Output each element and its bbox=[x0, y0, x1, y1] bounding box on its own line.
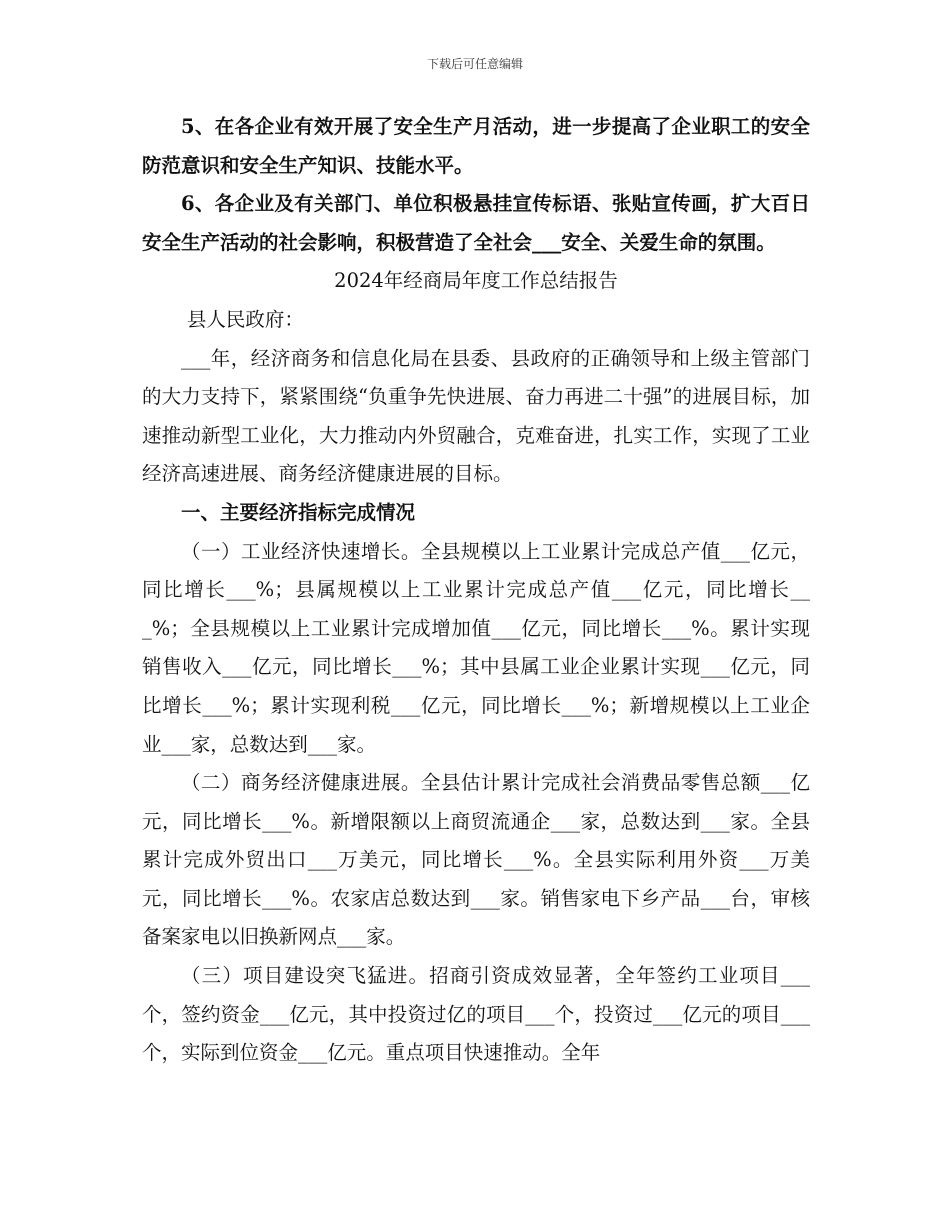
section-heading-1: 一、主要经济指标完成情况 bbox=[181, 500, 416, 524]
intro-paragraph: ___年，经济商务和信息化局在县委、县政府的正确领导和上级主管部门的大力支持下，紧紧围绕“负重争先快进展、奋力再进二十强”的进展目标，加速推动新型工业化，大力推动内外贸融合，克难奋进，扎实工作，实现了工业经济高速进展、商务经济健康进展的目标。 bbox=[142, 346, 810, 486]
subsection-projects: （三）项目建设突飞猛进。招商引资成效显著，全年签约工业项目___个，签约资金___亿元，其中投资过亿的项目___个，投资过___亿元的项目___个，实际到位资金___亿元。重点项目快速推动。全年 bbox=[142, 964, 810, 1065]
report-title: 2024年经商局年度工作总结报告 bbox=[334, 269, 618, 293]
salutation: 县人民政府： bbox=[186, 307, 304, 331]
subsection-industrial: （一）工业经济快速增长。全县规模以上工业累计完成总产值___亿元，同比增长___%；县属规模以上工业累计完成总产值___亿元，同比增长___%；全县规模以上工业累计完成增加值___亿元，同比增长___%。累计实现销售收入___亿元，同比增长___%；其中县属工业企业累计实现___亿元，同比增长___%；累计实现利税___亿元，同比增长___%；新增规模以上工业企业___家，总数达到___家。 bbox=[142, 539, 810, 756]
document-body bbox=[142, 108, 810, 1073]
subsection-commerce: （二）商务经济健康进展。全县估计累计完成社会消费品零售总额___亿元，同比增长___%。新增限额以上商贸流通企___家，总数达到___家。全县累计完成外贸出口___万美元，同比增长___%。全县实际利用外资___万美元，同比增长___%。农家店总数达到___家。销售家电下乡产品___台，审核备案家电以旧换新网点___家。 bbox=[142, 771, 810, 949]
page-header-note: 下载后可任意编辑 bbox=[426, 57, 523, 71]
paragraph-item-5: 5、在各企业有效开展了安全生产月活动，进一步提高了企业职工的安全防范意识和安全生产知识、技能水平。 bbox=[142, 115, 810, 177]
paragraph-item-6: 6、各企业及有关部门、单位积极悬挂宣传标语、张贴宣传画，扩大百日安全生产活动的社会影响，积极营造了全社会___安全、关爱生命的氛围。 bbox=[142, 192, 810, 254]
